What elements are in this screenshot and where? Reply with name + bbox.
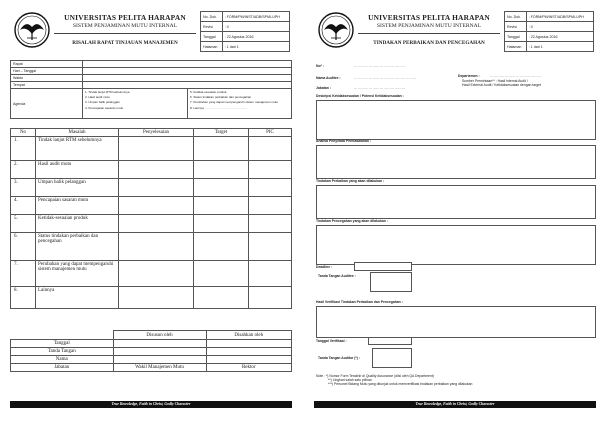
document-title: TINDAKAN PERBAIKAN DAN PENCEGAHAN [373,40,485,46]
preventive-action-field[interactable] [316,225,596,265]
info-label: Waktu [11,75,83,82]
system-name: SISTEM PENJAMINAN MUTU INTERNAL [376,23,482,29]
agenda-item: 1. Tindak lanjut RTM sebelumnya [85,90,130,94]
agenda-item: 2. Hasil audit mutu [85,95,110,100]
verification-label: Hasil Verifikasi Tindakan Perbaikan dan Pencegahan : [316,300,403,304]
section-label: Tindakan Perbaikan yang akan dilakukan : [316,179,385,183]
table-row [11,287,292,309]
signature-table [10,330,292,372]
table-row [11,233,292,261]
row-no: 4. [11,197,36,215]
sign-row-label: Jabatan [11,364,114,372]
footer-motto: True Knowledge, Faith in Christ, Godly Character [314,401,596,408]
meta-value: : 22 Agustus 2016 [222,32,289,42]
form-header [314,8,596,58]
sign-row-label: Tanggal [11,340,114,348]
deadline-label: Deadline : [316,265,333,269]
document-meta-table [504,11,594,52]
row-no: 1. [11,137,36,161]
row-penyelesaian-field[interactable] [119,215,194,233]
row-target-field[interactable] [194,137,249,161]
row-penyelesaian-field[interactable] [119,197,194,215]
info-value-field[interactable] [83,68,292,75]
row-target-field[interactable] [194,215,249,233]
row-target-field[interactable] [194,233,249,261]
row-masalah: Umpan balik pelanggan [36,179,119,197]
sign-row-label: Nama [11,356,114,364]
department-label: Departemen : [458,74,480,78]
auditor-signature-field[interactable] [372,348,412,368]
row-no: 6. [11,233,36,261]
meta-value: : 0 [526,22,593,32]
meta-value: : FORM/PM/INST/ADB/SPMI-UPH [526,12,593,22]
row-target-field[interactable] [194,261,249,287]
agenda-label: Agenda [11,89,83,119]
document-title: RISALAH RAPAT TINJAUAN MANAJEMEN [72,40,178,46]
meta-label: Revisi [201,22,223,32]
agenda-item: 8. Lainnya …………………………………… [190,105,247,110]
sign-field[interactable] [206,340,292,348]
meta-label: No. Dok. [505,12,527,22]
tindakan-perbaikan-form [314,8,596,408]
issues-table [10,128,292,309]
agenda-list-right [188,89,292,119]
row-target-field[interactable] [194,179,249,197]
table-row [11,161,292,179]
agenda-item: 6. Status tindakan perbaikan dan pencegahan [190,95,252,100]
row-penyelesaian-field[interactable] [119,137,194,161]
agenda-item: 3. Umpan balik pelanggan [85,100,120,105]
row-penyelesaian-field[interactable] [119,261,194,287]
row-no: 5. [11,215,36,233]
table-row [11,179,292,197]
row-penyelesaian-field[interactable] [119,233,194,261]
form-header [10,8,292,58]
info-value-field[interactable] [83,61,292,68]
col-header-pic: PIC [249,129,292,137]
row-pic-field[interactable] [249,137,292,161]
row-pic-field[interactable] [249,287,292,309]
risalah-rapat-form [10,8,292,408]
meta-label: Tanggal [201,32,223,42]
sign-row-label: Tanda Tangan [11,348,114,356]
row-pic-field[interactable] [249,233,292,261]
auditee-name-field[interactable]: …………………………………………… [354,76,417,80]
meeting-info-table [10,60,292,119]
request-source-text: Sumber Permintaan** : Hasil Internal Audit / [462,79,528,83]
row-masalah: Lainnya [36,287,119,309]
meta-value: : 1 dari 1 [222,42,289,52]
auditor-signature-label: Tanda Tangan Auditor (*) : [318,356,360,360]
row-target-field[interactable] [194,287,249,309]
root-cause-field[interactable] [316,145,596,179]
meta-value: : 22 Agustus 2016 [526,32,593,42]
row-pic-field[interactable] [249,261,292,287]
meta-label: Halaman [505,42,527,52]
row-target-field[interactable] [194,161,249,179]
sign-field[interactable] [206,348,292,356]
col-header-target: Target [194,129,249,137]
table-row [11,215,292,233]
col-header-penyelesaian: Penyelesaian [119,129,194,137]
auditee-name-label: Nama Auditee : [316,76,341,80]
info-label: Tempat [11,82,83,89]
position-field[interactable]: …………………………………… [354,86,406,90]
nonconformity-description-field[interactable] [316,100,596,140]
row-penyelesaian-field[interactable] [119,161,194,179]
prepared-by-header: Disusun oleh [113,331,206,340]
section-label: Analisa Penyebab Permasalahan : [316,139,372,143]
meta-label: Halaman [201,42,223,52]
row-masalah: Ketidak-sesuaian produk [36,215,119,233]
meta-label: No. Dok. [201,12,223,22]
approved-by-header: Disahkan oleh [206,331,292,340]
form-note: ***) Personel Bidang Mutu yang ditunjuk untuk memverifikasi tindakan perbaikan yang dilakukan [328,382,473,386]
system-name: SISTEM PENJAMINAN MUTU INTERNAL [72,23,178,29]
auditee-signature-label: Tanda Tangan Auditee : [318,274,356,278]
department-field[interactable]: …………………………………… [490,74,542,78]
info-value-field[interactable] [83,75,292,82]
row-pic-field[interactable] [249,197,292,215]
document-meta-table [200,11,290,52]
sign-role: Wakil Manajemen Mutu [113,364,206,372]
row-penyelesaian-field[interactable] [119,179,194,197]
table-row [11,197,292,215]
header-divider [358,33,500,34]
table-row [11,261,292,287]
verification-result-field[interactable] [316,306,596,338]
section-label: Deskripsi Ketidaksesuaian / Potensi Ketidaksesuaian : [316,94,404,98]
position-label: Jabatan : [316,86,331,90]
row-penyelesaian-field[interactable] [119,287,194,309]
meta-value: : 1 dari 1 [526,42,593,52]
row-pic-field[interactable] [249,179,292,197]
row-masalah: Pencapaian sasaran mutu [36,197,119,215]
verification-date-label: Tanggal Verifikasi : [316,339,347,343]
info-label: Rapat [11,61,83,68]
form-number-field[interactable]: …………………………………… [354,64,406,68]
agenda-item: 4. Pencapaian sasaran mutu [85,105,124,110]
request-source-text: Hasil External Audit / Ketidaksesuaian dengan target [462,83,541,87]
info-label: Hari – Tanggal [11,68,83,75]
sign-role: Rektor [206,364,292,372]
col-header-masalah: Masalah [36,129,119,137]
row-no: 7. [11,261,36,287]
sign-field[interactable] [113,340,206,348]
sign-field[interactable] [113,356,206,364]
row-no: 8. [11,287,36,309]
verification-date-field[interactable] [368,337,412,345]
university-logo-icon [12,10,52,50]
table-row [11,137,292,161]
footer-motto: True Knowledge, Faith in Christ, Godly Character [10,401,292,408]
deadline-field[interactable] [354,262,412,271]
row-masalah: Tindak lanjut RTM sebelumnya [36,137,119,161]
row-masalah: Perubahan yang dapat mempengaruhi sistem manajemen mutu [36,261,119,287]
university-name: UNIVERSITAS PELITA HARAPAN [368,13,490,22]
header-divider [54,33,196,34]
row-masalah: Status tindakan perbaikan dan pencegahan [36,233,119,261]
row-pic-field[interactable] [249,161,292,179]
meta-value: : FORM/PM/INST/ADB/SPMI-UPH [222,12,289,22]
university-name: UNIVERSITAS PELITA HARAPAN [64,13,186,22]
row-pic-field[interactable] [249,215,292,233]
sign-field[interactable] [206,356,292,364]
col-header-no: No [11,129,36,137]
meta-label: Revisi [505,22,527,32]
agenda-item: 5. Ketidak-sesuaian produk [190,90,227,94]
section-label: Tindakan Pencegahan yang akan dilakukan : [316,219,388,223]
row-no: 2. [11,161,36,179]
form-note: **) Lingkari salah satu pilihan [328,378,372,382]
form-number-label: No* : [316,64,324,68]
auditee-signature-field[interactable] [370,272,412,292]
agenda-list-left [83,89,188,119]
row-target-field[interactable] [194,197,249,215]
row-no: 3. [11,179,36,197]
info-value-field[interactable] [83,82,292,89]
meta-value: : 0 [222,22,289,32]
university-logo-icon [316,10,356,50]
form-note: Note : *) Nomor Form Terakhir di Quality Assurance (diisi oleh QA Department) [316,374,434,378]
sign-field[interactable] [113,348,206,356]
row-masalah: Hasil audit mutu [36,161,119,179]
agenda-item: 7. Perubahan yang dapat mempengaruhi sistem manajemen mutu [190,100,279,105]
corrective-action-field[interactable] [316,185,596,219]
meta-label: Tanggal [505,32,527,42]
